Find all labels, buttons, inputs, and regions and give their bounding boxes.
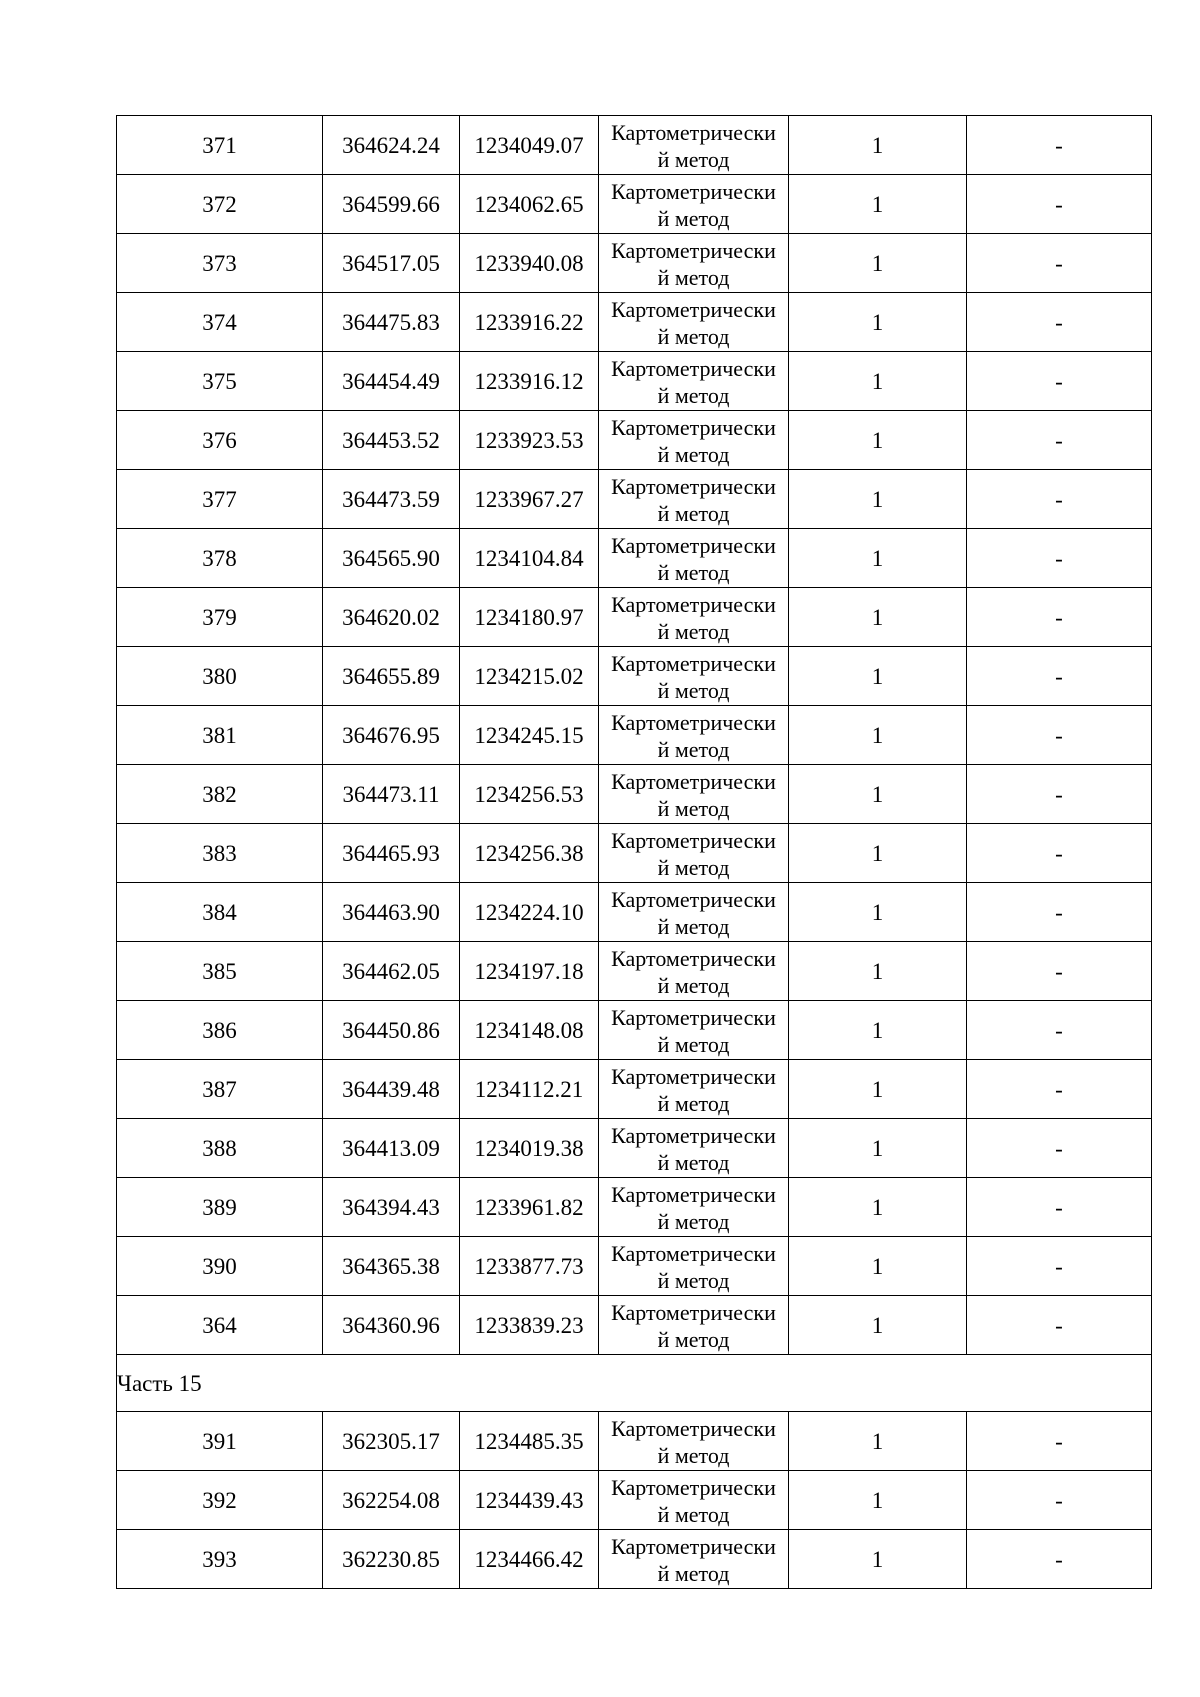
x-coordinate-cell: 364620.02 bbox=[323, 588, 460, 647]
point-number-cell: 387 bbox=[117, 1060, 323, 1119]
point-number-cell: 379 bbox=[117, 588, 323, 647]
point-number-cell: 388 bbox=[117, 1119, 323, 1178]
y-coordinate-cell: 1234466.42 bbox=[460, 1530, 599, 1589]
table-row bbox=[117, 116, 1152, 175]
y-coordinate-cell: 1233961.82 bbox=[460, 1178, 599, 1237]
x-coordinate-cell: 364624.24 bbox=[323, 116, 460, 175]
table-row bbox=[117, 1060, 1152, 1119]
note-cell: - bbox=[967, 1001, 1152, 1060]
y-coordinate-cell: 1234197.18 bbox=[460, 942, 599, 1001]
table-row bbox=[117, 1178, 1152, 1237]
y-coordinate-cell: 1234049.07 bbox=[460, 116, 599, 175]
section-label: Часть 15 bbox=[117, 1355, 1152, 1412]
accuracy-cell: 1 bbox=[789, 116, 967, 175]
point-number-cell: 372 bbox=[117, 175, 323, 234]
table-row bbox=[117, 234, 1152, 293]
note-cell: - bbox=[967, 1471, 1152, 1530]
table-row bbox=[117, 1530, 1152, 1589]
method-cell: Картометрически й метод bbox=[599, 234, 789, 293]
accuracy-cell: 1 bbox=[789, 1296, 967, 1355]
table-row bbox=[117, 1237, 1152, 1296]
y-coordinate-cell: 1234062.65 bbox=[460, 175, 599, 234]
table-row bbox=[117, 824, 1152, 883]
x-coordinate-cell: 364413.09 bbox=[323, 1119, 460, 1178]
y-coordinate-cell: 1233839.23 bbox=[460, 1296, 599, 1355]
accuracy-cell: 1 bbox=[789, 411, 967, 470]
table-row bbox=[117, 588, 1152, 647]
y-coordinate-cell: 1234148.08 bbox=[460, 1001, 599, 1060]
y-coordinate-cell: 1233940.08 bbox=[460, 234, 599, 293]
method-cell: Картометрически й метод bbox=[599, 1530, 789, 1589]
point-number-cell: 373 bbox=[117, 234, 323, 293]
point-number-cell: 364 bbox=[117, 1296, 323, 1355]
accuracy-cell: 1 bbox=[789, 1412, 967, 1471]
method-cell: Картометрически й метод bbox=[599, 1237, 789, 1296]
point-number-cell: 392 bbox=[117, 1471, 323, 1530]
y-coordinate-cell: 1234224.10 bbox=[460, 883, 599, 942]
point-number-cell: 384 bbox=[117, 883, 323, 942]
point-number-cell: 378 bbox=[117, 529, 323, 588]
accuracy-cell: 1 bbox=[789, 234, 967, 293]
method-cell: Картометрически й метод bbox=[599, 470, 789, 529]
method-cell: Картометрически й метод bbox=[599, 883, 789, 942]
point-number-cell: 376 bbox=[117, 411, 323, 470]
x-coordinate-cell: 362230.85 bbox=[323, 1530, 460, 1589]
table-row bbox=[117, 1119, 1152, 1178]
note-cell: - bbox=[967, 706, 1152, 765]
accuracy-cell: 1 bbox=[789, 706, 967, 765]
note-cell: - bbox=[967, 1060, 1152, 1119]
accuracy-cell: 1 bbox=[789, 1119, 967, 1178]
point-number-cell: 377 bbox=[117, 470, 323, 529]
note-cell: - bbox=[967, 1119, 1152, 1178]
method-cell: Картометрически й метод bbox=[599, 411, 789, 470]
point-number-cell: 385 bbox=[117, 942, 323, 1001]
x-coordinate-cell: 364599.66 bbox=[323, 175, 460, 234]
note-cell: - bbox=[967, 470, 1152, 529]
method-cell: Картометрически й метод bbox=[599, 765, 789, 824]
point-number-cell: 381 bbox=[117, 706, 323, 765]
section-row bbox=[117, 1355, 1152, 1412]
method-cell: Картометрически й метод bbox=[599, 588, 789, 647]
x-coordinate-cell: 364565.90 bbox=[323, 529, 460, 588]
x-coordinate-cell: 364462.05 bbox=[323, 942, 460, 1001]
point-number-cell: 383 bbox=[117, 824, 323, 883]
method-cell: Картометрически й метод bbox=[599, 175, 789, 234]
x-coordinate-cell: 362305.17 bbox=[323, 1412, 460, 1471]
note-cell: - bbox=[967, 1412, 1152, 1471]
x-coordinate-cell: 364450.86 bbox=[323, 1001, 460, 1060]
y-coordinate-cell: 1234104.84 bbox=[460, 529, 599, 588]
coordinates-table bbox=[116, 115, 1152, 1589]
x-coordinate-cell: 364676.95 bbox=[323, 706, 460, 765]
point-number-cell: 375 bbox=[117, 352, 323, 411]
table-row bbox=[117, 470, 1152, 529]
accuracy-cell: 1 bbox=[789, 1471, 967, 1530]
note-cell: - bbox=[967, 1237, 1152, 1296]
y-coordinate-cell: 1233967.27 bbox=[460, 470, 599, 529]
x-coordinate-cell: 364453.52 bbox=[323, 411, 460, 470]
x-coordinate-cell: 364473.11 bbox=[323, 765, 460, 824]
method-cell: Картометрически й метод bbox=[599, 352, 789, 411]
method-cell: Картометрически й метод bbox=[599, 1178, 789, 1237]
note-cell: - bbox=[967, 411, 1152, 470]
y-coordinate-cell: 1234245.15 bbox=[460, 706, 599, 765]
note-cell: - bbox=[967, 293, 1152, 352]
accuracy-cell: 1 bbox=[789, 824, 967, 883]
accuracy-cell: 1 bbox=[789, 529, 967, 588]
note-cell: - bbox=[967, 234, 1152, 293]
note-cell: - bbox=[967, 824, 1152, 883]
point-number-cell: 386 bbox=[117, 1001, 323, 1060]
table-row bbox=[117, 352, 1152, 411]
x-coordinate-cell: 364394.43 bbox=[323, 1178, 460, 1237]
x-coordinate-cell: 364473.59 bbox=[323, 470, 460, 529]
method-cell: Картометрически й метод bbox=[599, 293, 789, 352]
accuracy-cell: 1 bbox=[789, 1178, 967, 1237]
accuracy-cell: 1 bbox=[789, 470, 967, 529]
method-cell: Картометрически й метод bbox=[599, 1001, 789, 1060]
table-body bbox=[117, 116, 1152, 1589]
accuracy-cell: 1 bbox=[789, 352, 967, 411]
x-coordinate-cell: 364360.96 bbox=[323, 1296, 460, 1355]
table-row bbox=[117, 647, 1152, 706]
accuracy-cell: 1 bbox=[789, 883, 967, 942]
accuracy-cell: 1 bbox=[789, 1237, 967, 1296]
y-coordinate-cell: 1234439.43 bbox=[460, 1471, 599, 1530]
accuracy-cell: 1 bbox=[789, 765, 967, 824]
accuracy-cell: 1 bbox=[789, 293, 967, 352]
table-row bbox=[117, 765, 1152, 824]
y-coordinate-cell: 1233923.53 bbox=[460, 411, 599, 470]
x-coordinate-cell: 364517.05 bbox=[323, 234, 460, 293]
method-cell: Картометрически й метод bbox=[599, 824, 789, 883]
point-number-cell: 389 bbox=[117, 1178, 323, 1237]
note-cell: - bbox=[967, 1296, 1152, 1355]
note-cell: - bbox=[967, 765, 1152, 824]
method-cell: Картометрически й метод bbox=[599, 1471, 789, 1530]
table-row bbox=[117, 1412, 1152, 1471]
y-coordinate-cell: 1234112.21 bbox=[460, 1060, 599, 1119]
point-number-cell: 391 bbox=[117, 1412, 323, 1471]
note-cell: - bbox=[967, 116, 1152, 175]
accuracy-cell: 1 bbox=[789, 1530, 967, 1589]
accuracy-cell: 1 bbox=[789, 588, 967, 647]
accuracy-cell: 1 bbox=[789, 942, 967, 1001]
note-cell: - bbox=[967, 647, 1152, 706]
method-cell: Картометрически й метод bbox=[599, 942, 789, 1001]
table-row bbox=[117, 175, 1152, 234]
accuracy-cell: 1 bbox=[789, 647, 967, 706]
method-cell: Картометрически й метод bbox=[599, 116, 789, 175]
point-number-cell: 374 bbox=[117, 293, 323, 352]
x-coordinate-cell: 364463.90 bbox=[323, 883, 460, 942]
point-number-cell: 390 bbox=[117, 1237, 323, 1296]
table-row bbox=[117, 1296, 1152, 1355]
method-cell: Картометрически й метод bbox=[599, 1119, 789, 1178]
table-row bbox=[117, 293, 1152, 352]
point-number-cell: 393 bbox=[117, 1530, 323, 1589]
table-row bbox=[117, 411, 1152, 470]
table-row bbox=[117, 1471, 1152, 1530]
y-coordinate-cell: 1234485.35 bbox=[460, 1412, 599, 1471]
point-number-cell: 371 bbox=[117, 116, 323, 175]
table-row bbox=[117, 529, 1152, 588]
x-coordinate-cell: 364439.48 bbox=[323, 1060, 460, 1119]
y-coordinate-cell: 1234256.38 bbox=[460, 824, 599, 883]
note-cell: - bbox=[967, 529, 1152, 588]
table-row bbox=[117, 942, 1152, 1001]
y-coordinate-cell: 1233877.73 bbox=[460, 1237, 599, 1296]
note-cell: - bbox=[967, 1178, 1152, 1237]
y-coordinate-cell: 1234256.53 bbox=[460, 765, 599, 824]
x-coordinate-cell: 364454.49 bbox=[323, 352, 460, 411]
y-coordinate-cell: 1233916.12 bbox=[460, 352, 599, 411]
x-coordinate-cell: 364365.38 bbox=[323, 1237, 460, 1296]
x-coordinate-cell: 364475.83 bbox=[323, 293, 460, 352]
method-cell: Картометрически й метод bbox=[599, 1060, 789, 1119]
method-cell: Картометрически й метод bbox=[599, 529, 789, 588]
note-cell: - bbox=[967, 588, 1152, 647]
note-cell: - bbox=[967, 175, 1152, 234]
accuracy-cell: 1 bbox=[789, 1060, 967, 1119]
note-cell: - bbox=[967, 942, 1152, 1001]
y-coordinate-cell: 1233916.22 bbox=[460, 293, 599, 352]
y-coordinate-cell: 1234215.02 bbox=[460, 647, 599, 706]
accuracy-cell: 1 bbox=[789, 175, 967, 234]
method-cell: Картометрически й метод bbox=[599, 1296, 789, 1355]
note-cell: - bbox=[967, 352, 1152, 411]
point-number-cell: 382 bbox=[117, 765, 323, 824]
method-cell: Картометрически й метод bbox=[599, 706, 789, 765]
note-cell: - bbox=[967, 883, 1152, 942]
accuracy-cell: 1 bbox=[789, 1001, 967, 1060]
y-coordinate-cell: 1234180.97 bbox=[460, 588, 599, 647]
table-row bbox=[117, 883, 1152, 942]
x-coordinate-cell: 364655.89 bbox=[323, 647, 460, 706]
point-number-cell: 380 bbox=[117, 647, 323, 706]
note-cell: - bbox=[967, 1530, 1152, 1589]
method-cell: Картометрически й метод bbox=[599, 647, 789, 706]
y-coordinate-cell: 1234019.38 bbox=[460, 1119, 599, 1178]
method-cell: Картометрически й метод bbox=[599, 1412, 789, 1471]
x-coordinate-cell: 362254.08 bbox=[323, 1471, 460, 1530]
x-coordinate-cell: 364465.93 bbox=[323, 824, 460, 883]
table-row bbox=[117, 706, 1152, 765]
table-row bbox=[117, 1001, 1152, 1060]
